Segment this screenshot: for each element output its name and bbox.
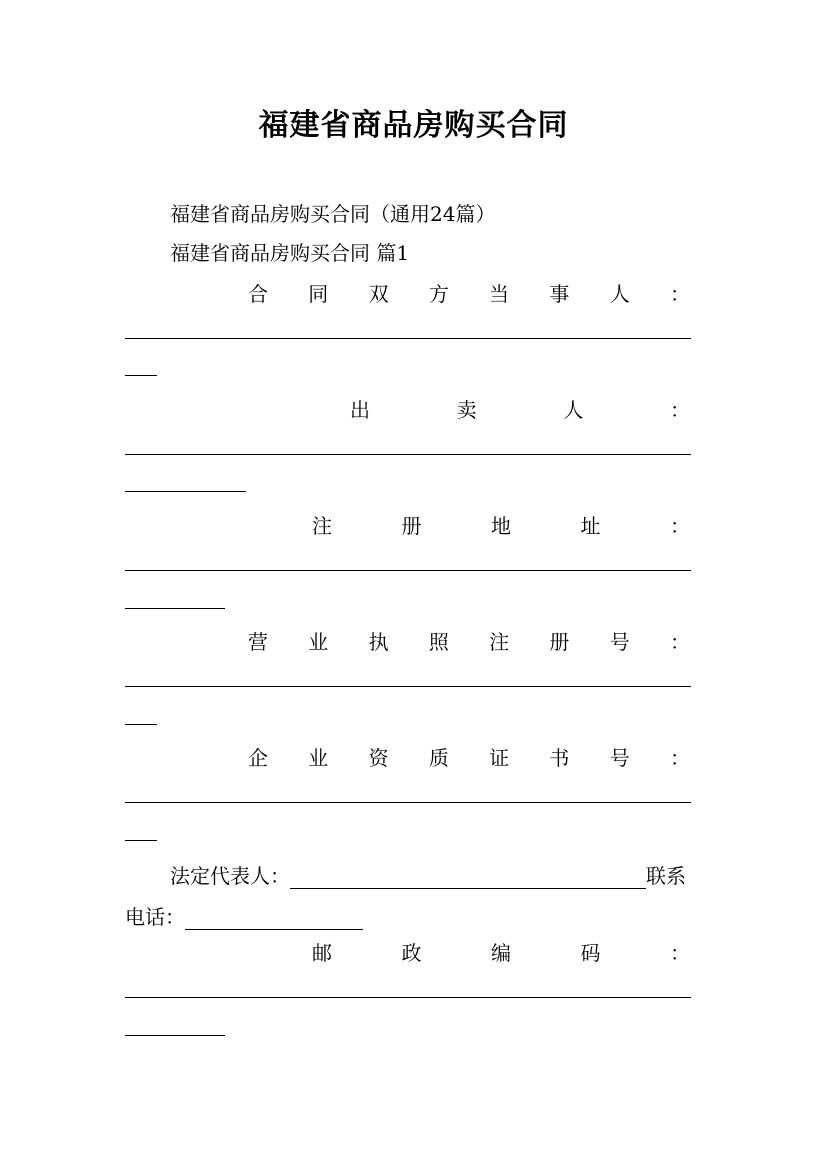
label-char: 企 [248,746,268,770]
label-char: ： [670,941,690,965]
label-char: 码 [580,941,601,965]
label-char: 资 [368,746,389,770]
fill-line-seller [125,454,691,455]
label-char: 人 [609,282,630,306]
label-char: 营 [248,630,268,654]
fill-line-postal-tail [125,1035,225,1036]
contact-label-start: 联系 [646,864,686,888]
label-char: 注 [312,514,332,538]
document-title: 福建省商品房购买合同 [258,108,569,143]
label-char: ： [669,630,690,654]
fill-line-license-tail [125,724,157,725]
label-char: 当 [489,282,510,306]
label-char: 册 [401,514,422,538]
document-subtitle: 福建省商品房购买合同（通用24篇） [170,202,496,226]
contact-row [125,901,363,930]
label-char: 号 [609,630,630,654]
label-char: 事 [549,282,570,306]
label-char: 邮 [312,941,332,965]
label-char: 合 [248,282,268,306]
label-char: 人 [563,398,584,422]
label-char: 双 [368,282,389,306]
label-char: 地 [491,514,511,538]
label-char: 注 [489,630,510,654]
label-char: ： [669,282,690,306]
label-char: 证 [489,746,510,770]
fill-line-qualification [125,802,691,803]
label-char: 政 [401,941,422,965]
legal-rep-row [170,860,686,889]
label-char: 同 [308,282,329,306]
label-char: 执 [368,630,389,654]
fill-line-qualification-tail [125,840,157,841]
section-heading: 福建省商品房购买合同 篇1 [170,241,410,265]
field-label-license [248,626,690,655]
fill-line-license [125,686,691,687]
field-label-qualification [248,742,690,771]
label-char: 业 [308,746,329,770]
label-char: ： [669,746,690,770]
label-char: 编 [491,941,511,965]
legal-rep-label: 法定代表人： [170,864,290,888]
label-char: ： [669,398,690,422]
fill-line-legal-rep [290,868,646,889]
label-char: 册 [549,630,570,654]
contact-label-end: 电话： [125,905,185,929]
fill-line-seller-tail [125,491,246,492]
label-char: 出 [350,398,370,422]
label-char: 卖 [456,398,477,422]
label-char: ： [670,514,690,538]
fill-line-contact [185,909,363,930]
fill-line-address-tail [125,608,225,609]
fill-line-address [125,570,691,571]
label-char: 址 [580,514,601,538]
fill-line-parties [125,338,691,339]
field-label-parties [248,278,690,307]
field-label-postal [312,937,690,966]
label-char: 照 [428,630,449,654]
fill-line-postal [125,997,691,998]
field-label-seller [350,394,690,423]
label-char: 书 [549,746,570,770]
label-char: 质 [428,746,449,770]
label-char: 业 [308,630,329,654]
field-label-address [312,510,690,539]
label-char: 号 [609,746,630,770]
label-char: 方 [428,282,449,306]
fill-line-parties-tail [125,375,157,376]
